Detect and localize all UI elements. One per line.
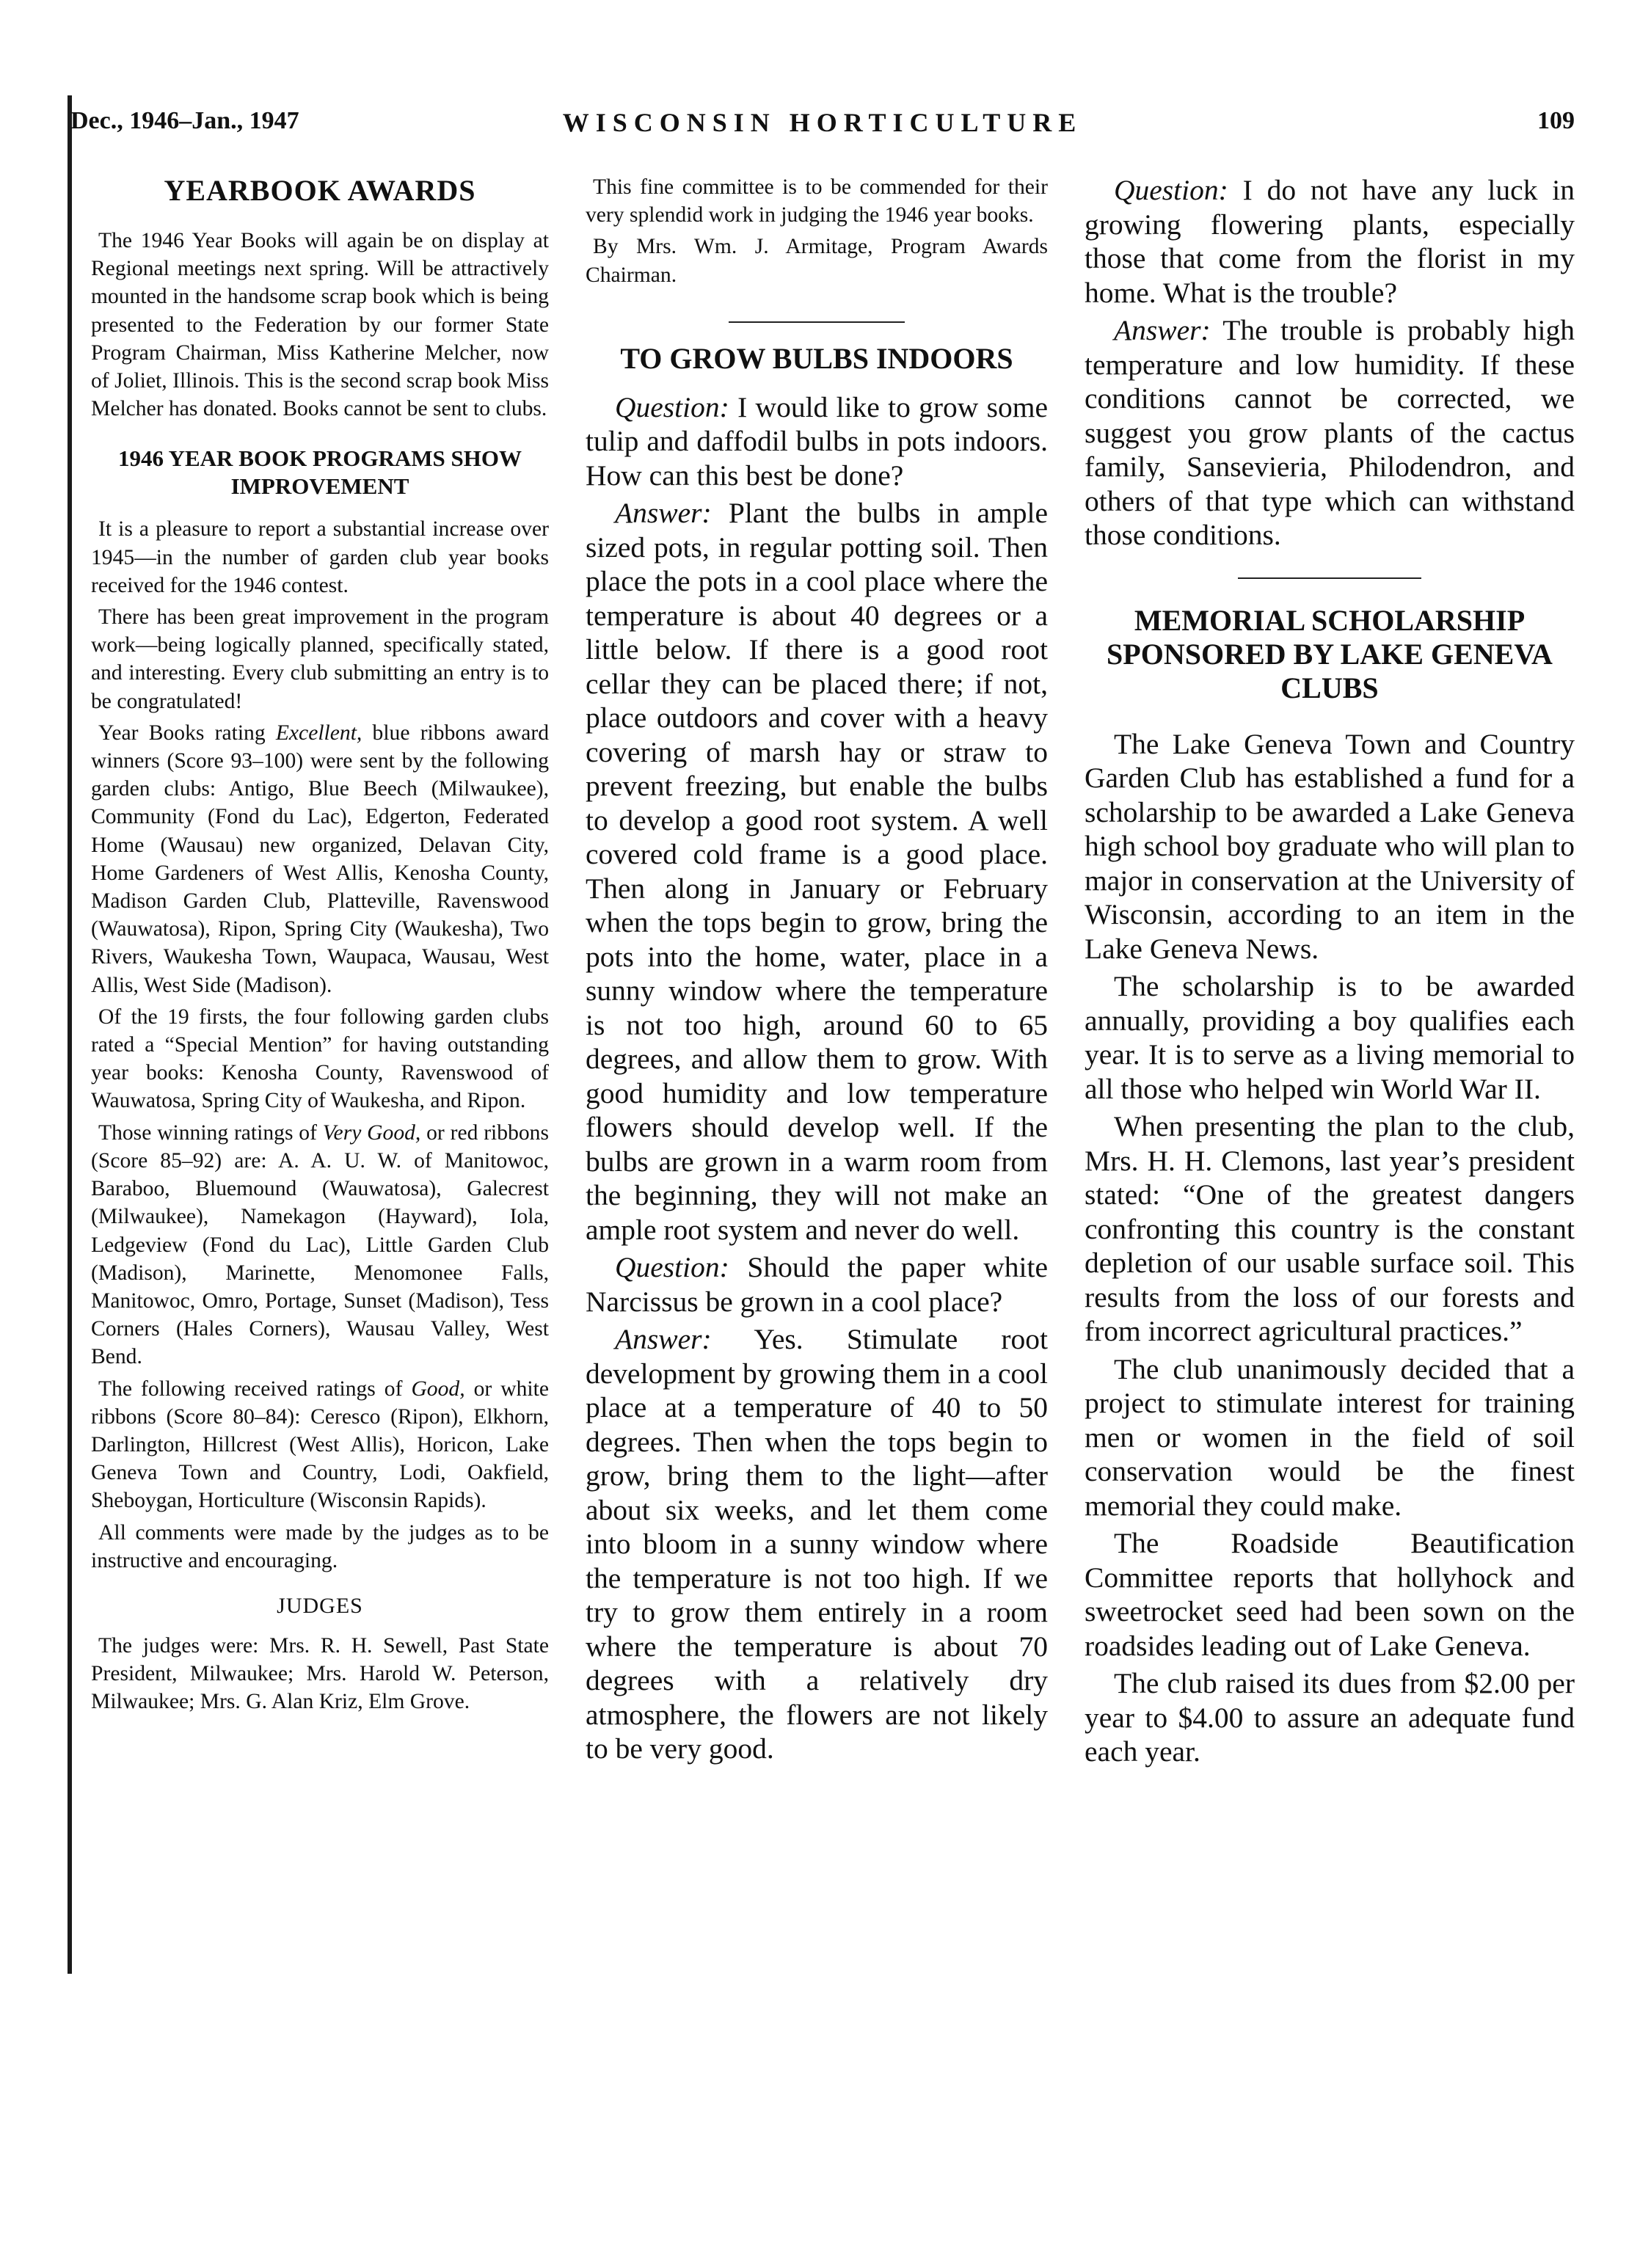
issue-date: Dec., 1946–Jan., 1947 (70, 107, 299, 134)
programs-paragraph-1: It is a pleasure to report a substantial increase over 1945—in the number of garden club year books received for the 1946 contest. (91, 517, 549, 597)
programs-paragraph-2: There has been great improvement in the program work—being logically planned, specifically stated, and interesting. Every club submitting an entry is to be congratulated! (91, 605, 549, 713)
judges-paragraph: The judges were: Mrs. R. H. Sewell, Past State President, Milwaukee; Mrs. Harold W. Peterson, Milwaukee; Mrs. G. Alan Kriz, Elm Grove. (91, 1633, 549, 1714)
bulbs-question-1: Question: I would like to grow some tulip and daffodil bulbs in pots indoors. How can this best be done? (586, 390, 1048, 492)
flowering-plants-qa (1085, 173, 1575, 553)
section-divider-right (1238, 577, 1421, 579)
scholarship-paragraph-1: The Lake Geneva Town and Country Garden Club has established a fund for a scholarship to be awarded a Lake Geneva high school boy graduate who will plan to major in conservation at the University of Wisconsin, according to an item in the Lake Geneva News. (1085, 727, 1575, 965)
programs-heading: 1946 YEAR BOOK PROGRAMS SHOW IMPROVEMENT (118, 445, 522, 500)
scholarship-paragraph-4: The club unanimously decided that a project to stimulate interest for training men or women in the field of soil conservation would be the finest memorial they could make. (1085, 1352, 1575, 1522)
column-left (91, 173, 549, 1720)
page-number: 109 (1537, 107, 1575, 134)
page-header (70, 107, 1575, 151)
scholarship-paragraph-6: The club raised its dues from $2.00 per year to $4.00 to assure an adequate fund each year. (1085, 1667, 1575, 1768)
bulbs-answer-1: Answer: Plant the bulbs in ample sized pots, in regular potting soil. Then place the pots in a cool place where the temperature is about 40 degrees or a little below. If there is a good root cellar they can be placed there; if not, place outdoors and cover with a heavy covering of marsh hay or straw to prevent freezing, but enable the bulbs to develop a good root system. A well covered cold frame is a good place. Then along in January or February when the tops begin to grow, bring the pots into the home, water, place in a sunny window where the temperature is not too high, around 60 to 65 degrees, and allow them to grow. With good humidity and low temperature flowers should develop well. If the bulbs are grown in a warm room from the beginning, they will not make an ample root system and never do well. (586, 497, 1048, 1246)
programs-paragraph-special-mention: Of the 19 firsts, the four following garden clubs rated a “Special Mention” for having outstanding year books: Kenosha County, Ravenswood of Wauwatosa, Spring City of Waukesha, and Ripon. (91, 1004, 549, 1113)
scholarship-article (1085, 727, 1575, 1769)
bulbs-heading: TO GROW BULBS INDOORS (620, 341, 1013, 375)
rating-excellent: Excellent, (275, 721, 362, 745)
judges-continuation (586, 173, 1048, 289)
publication-title: WISCONSIN HORTICULTURE (562, 108, 1083, 137)
scholarship-paragraph-3: When presenting the plan to the club, Mrs. H. H. Clemons, last year’s president stated: “One of the greatest dangers confronting this country is the constant depletion of our usable surface soil. This results from the loss of our forests and from incorrect agricultural practices.” (1085, 1110, 1575, 1347)
section-divider (729, 321, 905, 323)
yearbook-awards-heading: YEARBOOK AWARDS (164, 174, 476, 207)
bulbs-answer-2: Answer: Yes. Stimulate root development by growing them in a cool place at a temperature of 40 to 50 degrees. Then when the tops begin to grow, bring them to the light—after about six weeks, and let them come into bloom in a sunny window where the temperature is not too high. If we try to grow them entirely in a room where the temperature is about 70 degrees with a relatively dry atmosphere, the flowers are not likely to be very good. (586, 1323, 1048, 1765)
judges-signature: By Mrs. Wm. J. Armitage, Program Awards Chairman. (586, 235, 1048, 287)
bulbs-question-2: Question: Should the paper white Narcissus be grown in a cool place? (586, 1251, 1048, 1318)
column-middle (586, 173, 1048, 1770)
scholarship-heading: MEMORIAL SCHOLARSHIP SPONSORED BY LAKE GENEVA CLUBS (1107, 603, 1553, 704)
scholarship-paragraph-5: The Roadside Beautification Committee reports that hollyhock and sweetrocket seed had been sown on the roadsides leading out of Lake Geneva. (1085, 1527, 1575, 1662)
bulbs-article (586, 390, 1048, 1766)
scan-edge-bar (68, 95, 72, 1974)
yearbook-awards-paragraph: The 1946 Year Books will again be on display at Regional meetings next spring. Will be attractively mounted in the handsome scrap book which is being presented to the Federation by our former State Program Chairman, Miss Katherine Melcher, now of Joliet, Illinois. This is the second scrap book Miss Melcher has donated. Books cannot be sent to clubs. (91, 229, 549, 421)
rating-good: Good, (411, 1377, 465, 1401)
flowering-answer: Answer: The trouble is probably high temperature and low humidity. If these conditions cannot be corrected, we suggest you grow plants of the cactus family, Sansevieria, Philodendron, and others of that type which can withstand those conditions. (1085, 314, 1575, 551)
judges-heading: JUDGES (277, 1593, 363, 1618)
judges-commendation: This fine committee is to be commended for their very splendid work in judging the 1946 year books. (586, 175, 1048, 227)
scholarship-paragraph-2: The scholarship is to be awarded annually, providing a boy qualifies each year. It is to serve as a living memorial to all those who helped win World War II. (1085, 970, 1575, 1105)
programs-paragraph-excellent: Year Books rating Excellent, blue ribbons award winners (Score 93–100) were sent by the following garden clubs: Antigo, Blue Beech (Milwaukee), Community (Fond du Lac), Edgerton, Federated Home (Wausau) new organized, Delavan City, Home Gardeners of West Allis, Kenosha County, Madison Garden Club, Platteville, Ravenswood (Wauwatosa), Ripon, Spring City (Waukesha), Two Rivers, Waukesha Town, Waupaca, Wausau, West Allis, West Side (Madison). (91, 721, 549, 997)
rating-very-good: Very Good, (322, 1120, 421, 1145)
flowering-question: Question: I do not have any luck in growing flowering plants, especially those that come from the florist in my home. What is the trouble? (1085, 174, 1575, 309)
programs-paragraph-very-good: Those winning ratings of Very Good, or red ribbons (Score 85–92) are: A. A. U. W. of Manitowoc, Baraboo, Bluemound (Wauwatosa), Galecrest (Milwaukee), Namekagon (Hayward), Iola, Ledgeview (Fond du Lac), Little Garden Club (Madison), Marinette, Menomonee Falls, Manitowoc, Omro, Portage, Sunset (Madison), Tess Corners (Hales Corners), Wausau Valley, West Bend. (91, 1120, 549, 1369)
programs-paragraph-good: The following received ratings of Good, or white ribbons (Score 80–84): Ceresco (Ripon), Elkhorn, Darlington, Hillcrest (West Allis), Horicon, Lake Geneva Town and Country, Lodi, Oakfield, Sheboygan, Horticulture (Wisconsin Rapids). (91, 1377, 549, 1513)
column-right (1085, 173, 1575, 1773)
programs-paragraph-comments: All comments were made by the judges as to be instructive and encouraging. (91, 1520, 549, 1572)
